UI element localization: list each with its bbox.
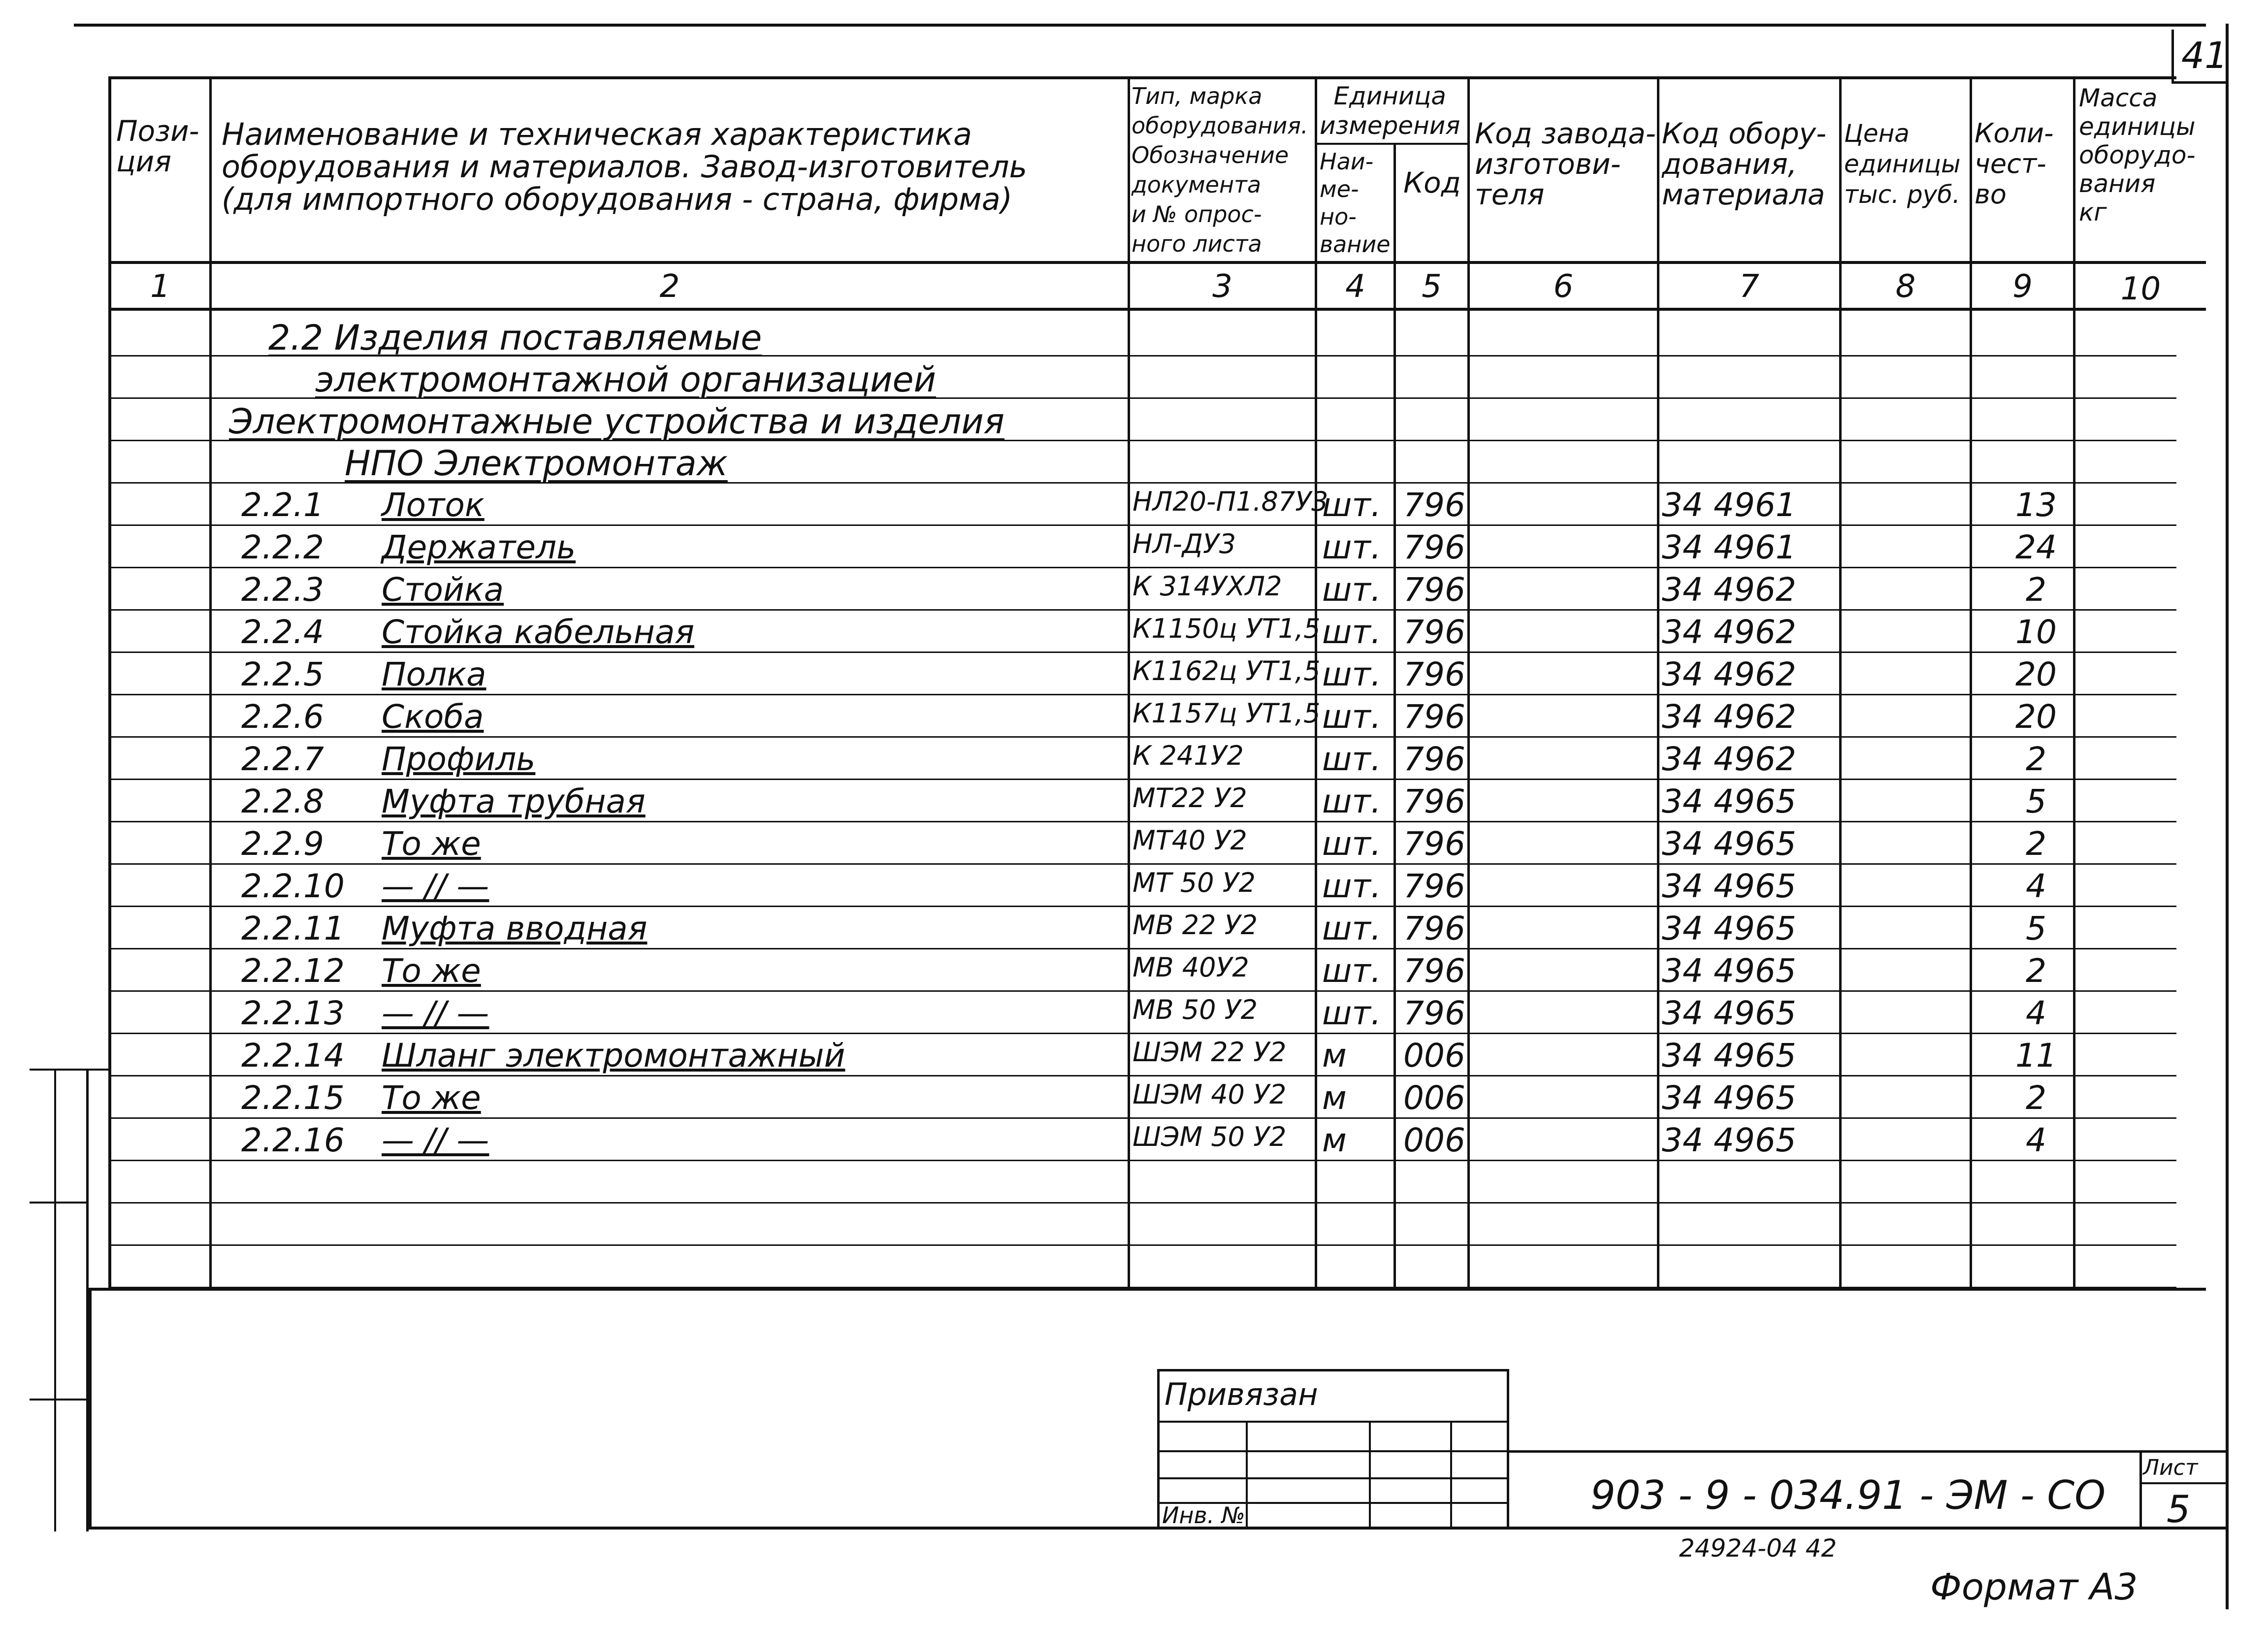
header-unit-code: Код <box>1403 166 1461 199</box>
row-position: 2.2.15 <box>241 1079 345 1117</box>
row-quantity: 2 <box>2026 740 2046 778</box>
row-separator <box>108 906 2176 907</box>
row-unit-code: 006 <box>1403 1121 1465 1159</box>
row-quantity: 2 <box>2026 952 2046 990</box>
row-type: К1157ц УТ1,5 <box>1133 698 1321 729</box>
row-unit-code: 796 <box>1403 952 1465 990</box>
row-type: ШЭМ 50 У2 <box>1133 1121 1287 1152</box>
stamp-left <box>1157 1369 1160 1529</box>
row-type: К 314УХЛ2 <box>1133 571 1282 602</box>
col-line-8 <box>1970 76 1972 1288</box>
row-unit-code: 796 <box>1403 571 1465 609</box>
row-unit: шт. <box>1322 910 1381 947</box>
row-unit-code: 006 <box>1403 1037 1465 1075</box>
section-title-line-3: Электромонтажные устройства и изделия <box>229 401 1004 442</box>
column-number-2: 2 <box>659 268 680 305</box>
row-equipment-code: 34 4965 <box>1662 825 1796 863</box>
row-unit: шт. <box>1322 867 1381 905</box>
row-unit: м <box>1322 1079 1347 1117</box>
row-position: 2.2.3 <box>241 571 324 609</box>
row-equipment-code: 34 4965 <box>1662 1121 1796 1159</box>
row-name: Скоба <box>382 698 484 736</box>
row-name: Держатель <box>382 528 576 566</box>
row-name: — // — <box>382 1121 489 1159</box>
row-equipment-code: 34 4962 <box>1662 613 1796 651</box>
row-unit: м <box>1322 1121 1347 1159</box>
row-quantity: 5 <box>2026 910 2046 947</box>
page-number-box-left <box>2171 30 2174 84</box>
row-type: К 241У2 <box>1133 740 1244 771</box>
row-equipment-code: 34 4962 <box>1662 655 1796 693</box>
sheet-number: 5 <box>2167 1487 2191 1531</box>
row-separator <box>108 990 2176 992</box>
row-separator <box>108 779 2176 780</box>
column-number-3: 3 <box>1212 268 1232 305</box>
row-name: Шланг электромонтажный <box>382 1037 845 1075</box>
table-top <box>108 76 2176 79</box>
row-separator <box>108 567 2176 568</box>
row-name: Профиль <box>382 740 536 778</box>
row-position: 2.2.1 <box>241 486 324 524</box>
row-name: — // — <box>382 994 489 1032</box>
row-separator <box>108 736 2176 738</box>
row-equipment-code: 34 4965 <box>1662 910 1796 947</box>
row-unit-code: 006 <box>1403 1079 1465 1117</box>
row-unit-code: 796 <box>1403 867 1465 905</box>
document-code: 903 - 9 - 034.91 - ЭМ - СО <box>1590 1472 2106 1518</box>
order-number: 24924-04 42 <box>1679 1534 1837 1563</box>
row-quantity: 4 <box>2026 867 2046 905</box>
binding-strip-mid1 <box>30 1202 89 1204</box>
row-separator <box>108 1033 2176 1034</box>
sheet-box-left <box>2139 1453 2142 1529</box>
header-type: Тип, марка оборудования. Обозначение документа и № опрос- ного листа <box>1132 83 1308 257</box>
row-unit-code: 796 <box>1403 825 1465 863</box>
table-left <box>108 76 111 1288</box>
row-position: 2.2.5 <box>241 655 324 693</box>
row-position: 2.2.6 <box>241 698 324 736</box>
row-equipment-code: 34 4965 <box>1662 867 1796 905</box>
row-unit-code: 796 <box>1403 994 1465 1032</box>
row-type: МТ 50 У2 <box>1133 867 1256 898</box>
row-type: ШЭМ 40 У2 <box>1133 1079 1287 1110</box>
row-separator <box>108 948 2176 949</box>
stamp-row3 <box>1157 1477 1509 1479</box>
stamp-right <box>1507 1369 1509 1529</box>
row-type: ШЭМ 22 У2 <box>1133 1037 1287 1068</box>
row-unit: шт. <box>1322 782 1381 820</box>
header-equipment-code: Код обору- дования, материала <box>1662 117 1827 211</box>
row-quantity: 11 <box>2015 1037 2057 1075</box>
col-line-5 <box>1467 76 1470 1288</box>
row-unit-code: 796 <box>1403 655 1465 693</box>
row-quantity: 2 <box>2026 571 2046 609</box>
col-line-7 <box>1839 76 1842 1288</box>
row-unit: шт. <box>1322 825 1381 863</box>
row-separator <box>108 524 2176 526</box>
row-unit-code: 796 <box>1403 486 1465 524</box>
row-unit-code: 796 <box>1403 528 1465 566</box>
col-line-6 <box>1657 76 1659 1288</box>
stamp-inventory-number: Инв. № <box>1162 1502 1245 1529</box>
column-number-4: 4 <box>1345 268 1365 305</box>
format-label: Формат А3 <box>1930 1566 2138 1608</box>
header-unit-name: Наи- ме- но- вание <box>1320 148 1391 258</box>
row-quantity: 5 <box>2026 782 2046 820</box>
section-title-line-1: 2.2 Изделия поставляемые <box>268 318 762 358</box>
column-number-1: 1 <box>150 268 170 305</box>
row-unit-code: 796 <box>1403 613 1465 651</box>
row-unit: шт. <box>1322 740 1381 778</box>
row-type: НЛ-ДУ3 <box>1133 528 1236 559</box>
binding-strip-left <box>54 1069 56 1531</box>
row-name: Полка <box>382 655 486 693</box>
row-unit: шт. <box>1322 571 1381 609</box>
row-separator <box>108 1160 2176 1161</box>
row-type: МТ22 У2 <box>1133 782 1247 814</box>
row-name: Стойка кабельная <box>382 613 695 651</box>
column-number-8: 8 <box>1895 268 1916 305</box>
header-price: Цена единицы тыс. руб. <box>1844 119 1961 209</box>
row-unit: шт. <box>1322 655 1381 693</box>
page-number: 41 <box>2181 34 2228 77</box>
section-title-line-4: НПО Электромонтаж <box>345 443 728 484</box>
row-position: 2.2.2 <box>241 528 324 566</box>
row-quantity: 2 <box>2026 1079 2046 1117</box>
row-position: 2.2.16 <box>241 1121 345 1159</box>
row-name: Муфта трубная <box>382 782 646 820</box>
row-equipment-code: 34 4961 <box>1662 486 1796 524</box>
row-separator <box>108 1244 2176 1246</box>
row-position: 2.2.8 <box>241 782 324 820</box>
title-block-top <box>1509 1450 2228 1453</box>
row-equipment-code: 34 4965 <box>1662 782 1796 820</box>
top-border <box>74 24 2206 27</box>
row-position: 2.2.10 <box>241 867 345 905</box>
row-unit-code: 796 <box>1403 740 1465 778</box>
row-equipment-code: 34 4961 <box>1662 528 1796 566</box>
row-name: То же <box>382 825 481 863</box>
binding-strip-top <box>30 1069 108 1071</box>
stamp-col2 <box>1369 1421 1371 1527</box>
row-position: 2.2.12 <box>241 952 345 990</box>
stamp-col1 <box>1246 1421 1248 1527</box>
row-equipment-code: 34 4962 <box>1662 571 1796 609</box>
row-unit: шт. <box>1322 528 1381 566</box>
row-type: К1162ц УТ1,5 <box>1133 655 1321 686</box>
row-unit: шт. <box>1322 613 1381 651</box>
row-separator <box>108 609 2176 611</box>
row-equipment-code: 34 4965 <box>1662 994 1796 1032</box>
row-position: 2.2.4 <box>241 613 324 651</box>
col-line-9 <box>2073 76 2075 1288</box>
row-quantity: 10 <box>2015 613 2057 651</box>
row-quantity: 13 <box>2015 486 2057 524</box>
column-number-9: 9 <box>2012 268 2033 305</box>
header-plant-code: Код завода- изготови- теля <box>1475 117 1656 211</box>
header-bottom <box>108 261 2206 264</box>
row-equipment-code: 34 4965 <box>1662 952 1796 990</box>
column-number-7: 7 <box>1739 268 1759 305</box>
header-mass: Масса единицы оборудо- вания кг <box>2079 84 2196 227</box>
row-quantity: 24 <box>2015 528 2057 566</box>
column-number-6: 6 <box>1553 268 1574 305</box>
row-separator <box>108 1075 2176 1076</box>
row-separator <box>108 652 2176 653</box>
colnum-bottom <box>108 308 2206 311</box>
frame-left <box>89 1288 92 1529</box>
row-position: 2.2.9 <box>241 825 324 863</box>
column-number-5: 5 <box>1422 268 1442 305</box>
row-separator <box>108 1117 2176 1119</box>
row-type: МВ 40У2 <box>1133 952 1249 983</box>
header-name: Наименование и техническая характеристика оборудования и материалов. Завод-изготовитель (для импортного оборудования - страна, фирма) <box>222 116 1028 217</box>
row-type: К1150ц УТ1,5 <box>1133 613 1321 644</box>
row-type: МВ 50 У2 <box>1133 994 1258 1025</box>
row-position: 2.2.11 <box>241 910 345 947</box>
row-quantity: 4 <box>2026 994 2046 1032</box>
stamp-top <box>1157 1369 1509 1371</box>
col-line-1 <box>209 76 212 1288</box>
section-title-line-2: электромонтажной организацией <box>315 359 937 400</box>
row-separator <box>108 821 2176 822</box>
row-position: 2.2.7 <box>241 740 324 778</box>
row-unit: м <box>1322 1037 1347 1075</box>
row-unit-code: 796 <box>1403 698 1465 736</box>
row-name: То же <box>382 1079 481 1117</box>
row-quantity: 20 <box>2015 698 2057 736</box>
right-border <box>2226 24 2229 1609</box>
row-unit: шт. <box>1322 698 1381 736</box>
row-position: 2.2.14 <box>241 1037 345 1075</box>
header-position: Пози- ция <box>116 114 199 178</box>
row-separator <box>108 1287 2176 1288</box>
row-unit-code: 796 <box>1403 910 1465 947</box>
row-type: МВ 22 У2 <box>1133 910 1258 941</box>
row-type: МТ40 У2 <box>1133 825 1247 856</box>
stamp-row1 <box>1157 1421 1509 1423</box>
row-quantity: 20 <box>2015 655 2057 693</box>
binding-strip-mid2 <box>30 1399 89 1401</box>
stamp-privyazan: Привязан <box>1165 1376 1318 1412</box>
sheet-box-mid <box>2139 1482 2228 1484</box>
col-line-2 <box>1128 76 1130 1288</box>
row-unit: шт. <box>1322 994 1381 1032</box>
row-name: То же <box>382 952 481 990</box>
sheet-label: Лист <box>2143 1455 2198 1480</box>
stamp-row2 <box>1157 1450 1509 1452</box>
row-type: НЛ20-П1.87У3 <box>1133 486 1328 517</box>
header-quantity: Коли- чест- во <box>1975 118 2054 210</box>
row-unit: шт. <box>1322 952 1381 990</box>
row-equipment-code: 34 4962 <box>1662 740 1796 778</box>
row-equipment-code: 34 4965 <box>1662 1037 1796 1075</box>
row-equipment-code: 34 4962 <box>1662 698 1796 736</box>
row-separator <box>108 1202 2176 1204</box>
row-position: 2.2.13 <box>241 994 345 1032</box>
row-name: Стойка <box>382 571 504 609</box>
row-quantity: 2 <box>2026 825 2046 863</box>
header-unit-group: Единица измерения <box>1320 82 1460 140</box>
row-separator <box>108 863 2176 865</box>
row-unit: шт. <box>1322 486 1381 524</box>
column-number-10: 10 <box>2120 271 2161 307</box>
row-separator <box>108 694 2176 695</box>
row-quantity: 4 <box>2026 1121 2046 1159</box>
row-name: Лоток <box>382 486 485 524</box>
stamp-col3 <box>1450 1421 1452 1527</box>
row-equipment-code: 34 4965 <box>1662 1079 1796 1117</box>
row-name: — // — <box>382 867 489 905</box>
row-name: Муфта вводная <box>382 910 648 947</box>
row-unit-code: 796 <box>1403 782 1465 820</box>
unit-subheader-line <box>1315 143 1467 145</box>
